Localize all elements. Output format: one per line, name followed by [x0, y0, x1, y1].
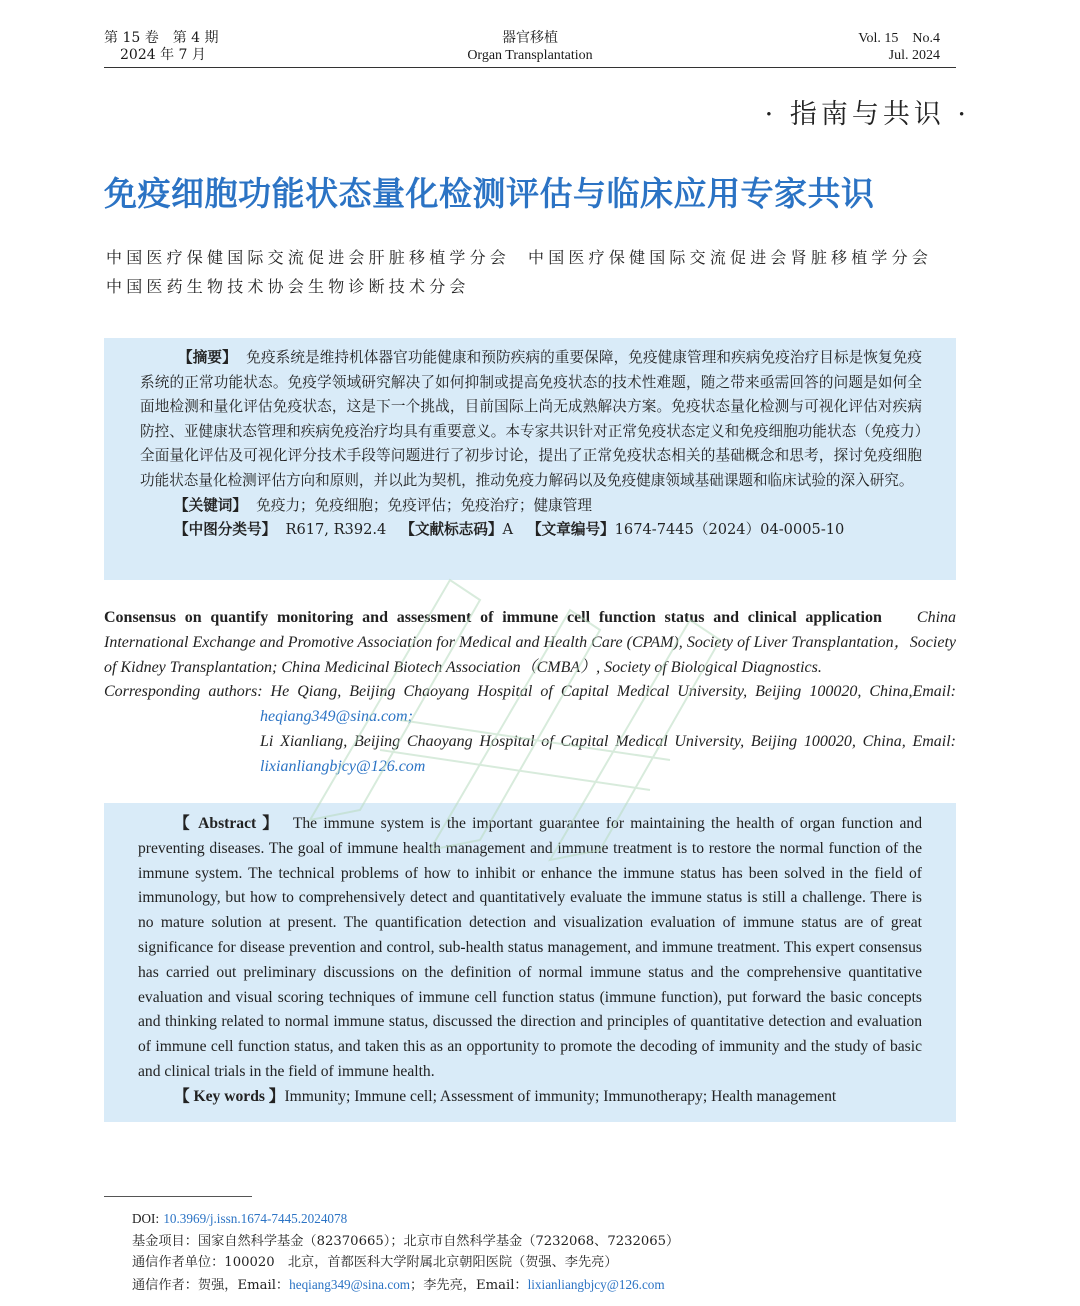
- clc-value: R617, R392.4: [285, 521, 387, 539]
- affiliation-line-1: China: [916, 609, 957, 626]
- english-title: Consensus on quantify monitoring and assessment of immune cell function status and clinical application: [104, 609, 882, 626]
- keywords-cn: [140, 494, 922, 519]
- issue-date-cn: 2024 年 7 月: [120, 47, 206, 63]
- abstract-cn-box: [104, 338, 956, 580]
- issue-date-en: Jul. 2024: [888, 48, 940, 63]
- doi-link[interactable]: 10.3969/j.issn.1674-7445.2024078: [163, 1211, 348, 1226]
- org-kidney: 中国医疗保健国际交流促进会肾脏移植学分会: [528, 248, 933, 267]
- affiliation-line-3: of Kidney Transplantation; China Medicinal Biotech Association（CMBA）, Society of Biological Diagnostics.: [104, 658, 822, 676]
- section-tag: · 指南与共识 ·: [764, 99, 970, 130]
- org-liver: 中国医疗保健国际交流促进会肝脏移植学分会: [106, 248, 511, 267]
- email-link-1[interactable]: heqiang349@sina.com;: [260, 708, 413, 726]
- corresponding-row-2: [104, 730, 956, 755]
- header-right: [858, 30, 940, 64]
- volume-issue-en: Vol. 15 No.4: [858, 31, 940, 46]
- affiliation-line-2: International Exchange and Promotive Association for Medical and Health Care (CPAM), Society of Liver Transplantation，Society: [104, 633, 956, 651]
- doi-line: [132, 1208, 952, 1231]
- email-row-2: [104, 755, 956, 780]
- doccode-value: A: [502, 521, 514, 539]
- journal-name-cn: 器官移植: [502, 30, 558, 46]
- english-title-line: [104, 606, 956, 631]
- email-row-1: [104, 705, 956, 730]
- corr-unit-line: 通信作者单位：100020 北京，首都医科大学附属北京朝阳医院（贺强、李先亮）: [132, 1255, 618, 1271]
- author-organizations: [106, 243, 966, 301]
- corresponding-author-2: Li Xianliang, Beijing Chaoyang Hospital of Capital Medical University, Beijing 100020, China, Email:: [260, 732, 956, 750]
- funding-line: 基金项目：国家自然科学基金（82370665）；北京市自然科学基金（7232068、7232065）: [132, 1233, 680, 1249]
- doi-label: DOI:: [132, 1211, 160, 1226]
- journal-name-en: Organ Transplantation: [467, 48, 593, 63]
- classification-line: [140, 518, 922, 543]
- email-link-2[interactable]: lixianliangbjcy@126.com: [260, 757, 426, 775]
- corr-author-line: [132, 1274, 952, 1297]
- volume-issue: 第 15 卷 第 4 期: [104, 30, 219, 46]
- article-no-label: 【文章编号】: [527, 521, 615, 539]
- header-center: [104, 30, 956, 64]
- keywords-en-text: Immunity; Immune cell; Assessment of immunity; Immunotherapy; Health management: [284, 1087, 837, 1105]
- keywords-en-label: 【 Key words 】: [174, 1087, 285, 1105]
- abstract-cn-label: 【摘要】: [178, 349, 237, 366]
- org-biodiagnostics: 中国医药生物技术协会生物诊断技术分会: [106, 277, 470, 296]
- keywords-cn-text: 免疫力；免疫细胞；免疫评估；免疫治疗；健康管理: [256, 496, 592, 514]
- footnote-divider: [104, 1196, 252, 1197]
- journal-header: [104, 30, 956, 68]
- affiliation-row-3: [104, 656, 956, 681]
- article-no-value: 1674-7445（2024）04-0005-10: [614, 521, 845, 539]
- english-header-block: [104, 606, 956, 780]
- doccode-label: 【文献标志码】: [400, 521, 503, 539]
- keywords-cn-label: 【关键词】: [174, 496, 247, 514]
- corr-mid: ；李先亮，Email：: [410, 1277, 528, 1293]
- abstract-cn: [140, 346, 922, 494]
- corr-email-2[interactable]: lixianliangbjcy@126.com: [527, 1276, 665, 1292]
- paper-title: 免疫细胞功能状态量化检测评估与临床应用专家共识: [104, 174, 875, 213]
- abstract-en-label: 【 Abstract 】: [174, 815, 281, 832]
- abstract-en: [138, 812, 922, 1085]
- abstract-cn-text: 免疫系统是维持机体器官功能健康和预防疾病的重要保障，免疫健康管理和疾病免疫治疗目标是恢复免疫系统的正常功能状态。免疫学领域研究解决了如何抑制或提高免疫状态的技术性难题，随之带来亟需回答的问题是如何全面地检测和量化评估免疫状态，这是下一个挑战，目前国际上尚无成熟解决方案。免疫状态量化检测与可视化评估对疾病防控、亚健康状态管理和疾病免疫治疗均具有重要意义。本专家共识针对正常免疫状态定义和免疫细胞功能状态（免疫力）全面量化评估及可视化评分技术手段等问题进行了初步讨论，提出了正常免疫状态相关的基础概念和思考，探讨免疫细胞功能状态量化检测评估方向和原则，并以此为契机，推动免疫力解码以及免疫健康领域基础课题和临床试验的深入研究。: [140, 349, 922, 489]
- corr-email-1[interactable]: heqiang349@sina.com: [289, 1276, 411, 1292]
- keywords-en: [138, 1085, 922, 1110]
- corresponding-row-1: [104, 680, 956, 705]
- clc-label: 【中图分类号】: [174, 521, 277, 539]
- corresponding-author-1: Corresponding authors: He Qiang, Beijing Chaoyang Hospital of Capital Medical University, Beijing 100020, China,Email:: [104, 683, 956, 701]
- footnotes: [132, 1208, 952, 1296]
- abstract-en-box: [104, 803, 956, 1122]
- abstract-en-text: The immune system is the important guarantee for maintaining the health of organ function and preventing diseases. The goal of immune health management and immune treatment is to restore the normal function of the immune system. The technical problems of how to inhibit or enhance the immune status has been solved in the field of immunology, but how to comprehensively detect and quantitatively evaluate the immune status is still a challenge. There is no mature solution at present. The quantification detection and visualization evaluation of immune status are of great significance for disease prevention and control, sub-health status management, and immune treatment. This expert consensus has carried out preliminary discussions on the definition of normal immune status and the comprehensive quantitative evaluation and visual scoring techniques of immune cell function status (immune function), put forward the basic concepts and thinking related to normal immune status, discussed the direction and principles of quantitative detection and evaluation of immune cell function status, and taken this as an opportunity to promote the decoding of immunity and the study of basic and clinical trials in the field of immune health.: [138, 815, 923, 1080]
- affiliation-row-2: [104, 631, 956, 656]
- corr-prefix: 通信作者：贺强，Email：: [132, 1277, 290, 1293]
